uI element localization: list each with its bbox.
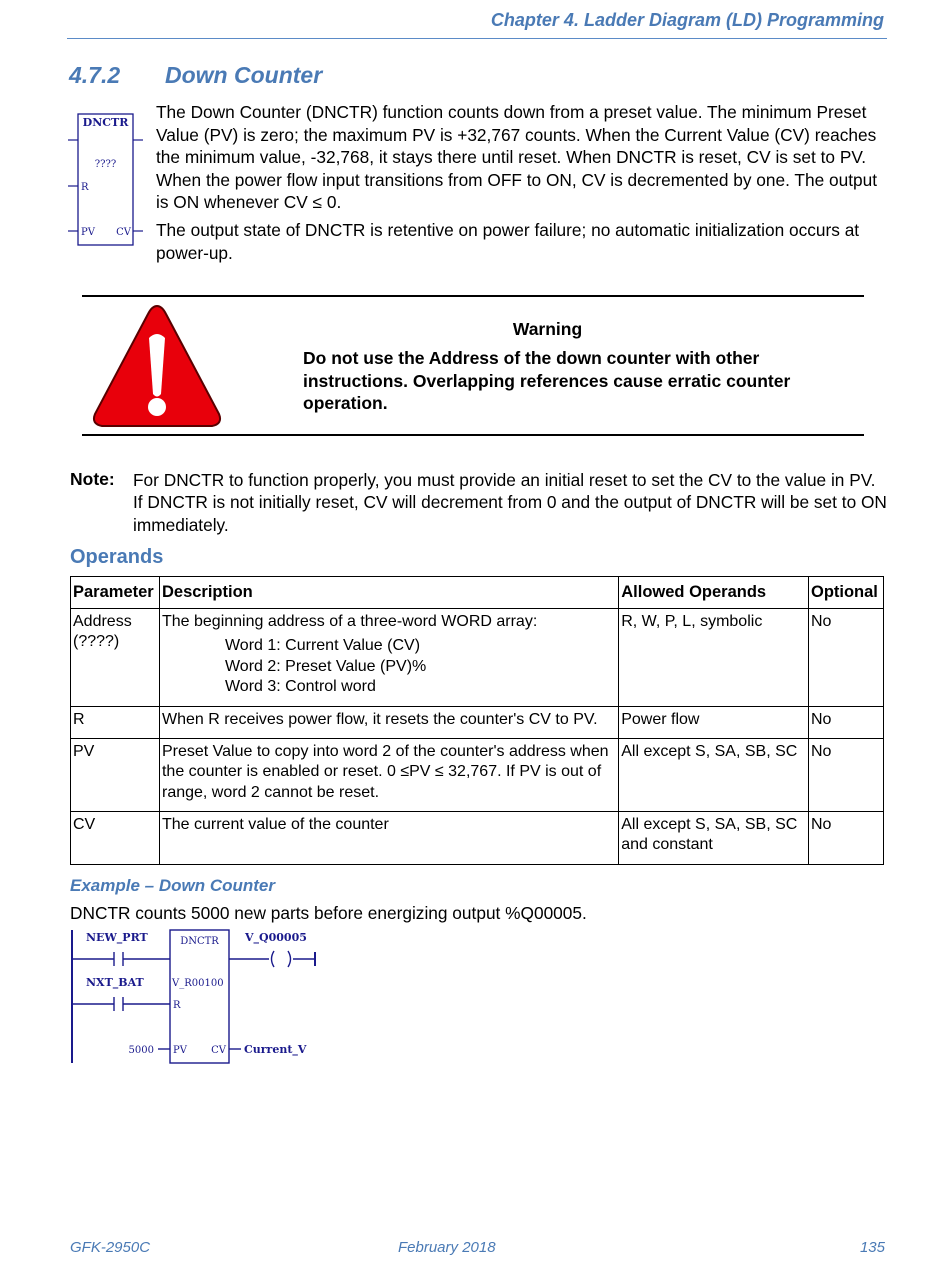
contact-nxt-bat-label: NXT_BAT bbox=[86, 976, 144, 989]
section-title: Down Counter bbox=[165, 62, 323, 88]
warning-top-rule bbox=[82, 295, 864, 297]
ladder-block-r: R bbox=[173, 1000, 181, 1011]
coil-label: V_Q00005 bbox=[245, 931, 307, 944]
pv-value: 5000 bbox=[128, 1045, 154, 1056]
description-cell: The current value of the counter bbox=[159, 811, 618, 864]
description-text: The beginning address of a three-word WORD array: bbox=[161, 612, 538, 630]
footer-date: February 2018 bbox=[398, 1239, 496, 1256]
block-input-r: R bbox=[81, 182, 89, 193]
optional-cell: No bbox=[808, 608, 883, 706]
ladder-block-address: V_R00100 bbox=[172, 978, 224, 989]
warning-triangle-icon bbox=[90, 302, 224, 430]
description-cell: Preset Value to copy into word 2 of the counter's address when the counter is enabled or reset. 0 ≤PV ≤ 32,767. If PV is out of range, word 2 cannot be reset. bbox=[159, 738, 618, 811]
intro-paragraph-2: The output state of DNCTR is retentive on power failure; no automatic initialization occurs at power-up. bbox=[156, 220, 860, 263]
section-number: 4.7.2 bbox=[69, 62, 121, 88]
allowed-cell: R, W, P, L, symbolic bbox=[619, 608, 809, 706]
note-label: Note: bbox=[70, 469, 115, 489]
table-row bbox=[71, 608, 884, 706]
example-text: DNCTR counts 5000 new parts before energizing output %Q00005. bbox=[70, 903, 587, 923]
chapter-header: Chapter 4. Ladder Diagram (LD) Programming bbox=[490, 10, 884, 30]
ladder-block-pv: PV bbox=[173, 1045, 187, 1056]
allowed-cell: Power flow bbox=[619, 706, 809, 738]
block-input-pv: PV bbox=[81, 227, 95, 238]
note-text: For DNCTR to function properly, you must provide an initial reset to set the CV to the value in PV. If DNCTR is not initially reset, CV will decrement from 0 and the output of DNCTR will be set to ON immediately. bbox=[133, 470, 887, 535]
parameter-cell: PV bbox=[71, 738, 160, 811]
example-title: Example – Down Counter bbox=[70, 876, 275, 895]
operands-heading: Operands bbox=[70, 546, 164, 568]
column-header: Description bbox=[159, 577, 618, 609]
parameter-cell: CV bbox=[71, 811, 160, 864]
contact-new-prt-label: NEW_PRT bbox=[86, 931, 148, 944]
footer-doc-id: GFK-2950C bbox=[70, 1239, 151, 1256]
allowed-cell: All except S, SA, SB, SC and constant bbox=[619, 811, 809, 864]
table-row bbox=[71, 706, 884, 738]
table-row bbox=[71, 811, 884, 864]
block-address: ???? bbox=[94, 159, 117, 170]
header-rule bbox=[67, 38, 887, 39]
column-header: Optional bbox=[808, 577, 883, 609]
ladder-diagram bbox=[66, 928, 326, 1068]
dnctr-block-symbol bbox=[68, 110, 148, 250]
table-row bbox=[71, 738, 884, 811]
word-3: Word 3: Control word bbox=[224, 678, 376, 695]
table-header-row bbox=[71, 577, 884, 609]
cv-variable: Current_V bbox=[244, 1043, 307, 1056]
word-1: Word 1: Current Value (CV) bbox=[224, 637, 421, 654]
parameter-cell: Address (????) bbox=[71, 608, 160, 706]
block-output-cv: CV bbox=[116, 227, 131, 238]
operands-table bbox=[70, 576, 884, 865]
warning-bottom-rule bbox=[82, 434, 864, 436]
description-cell bbox=[159, 608, 618, 706]
warning-text: Do not use the Address of the down counter with other instructions. Overlapping references cause erratic counter operation. bbox=[303, 348, 791, 414]
block-name: DNCTR bbox=[82, 116, 129, 129]
word-2: Word 2: Preset Value (PV)% bbox=[224, 657, 427, 675]
ladder-block-cv: CV bbox=[211, 1045, 226, 1056]
optional-cell: No bbox=[808, 811, 883, 864]
ladder-block-name: DNCTR bbox=[180, 936, 219, 947]
column-header: Allowed Operands bbox=[619, 577, 809, 609]
intro-paragraph-1: The Down Counter (DNCTR) function counts down from a preset value. The minimum Preset Value (PV) is zero; the maximum PV is +32,767 counts. When the Current Value (CV) reaches the minimum value, -32,768, it stays there until reset. When DNCTR is reset, CV is set to PV. When the power flow input transitions from OFF to ON, CV is decremented by one. The output is ON whenever CV ≤ 0. bbox=[156, 102, 878, 213]
parameter-cell: R bbox=[71, 706, 160, 738]
allowed-cell: All except S, SA, SB, SC bbox=[619, 738, 809, 811]
optional-cell: No bbox=[808, 706, 883, 738]
description-cell: When R receives power flow, it resets the counter's CV to PV. bbox=[159, 706, 618, 738]
warning-title: Warning bbox=[512, 319, 583, 339]
footer-page-number: 135 bbox=[859, 1239, 885, 1256]
optional-cell: No bbox=[808, 738, 883, 811]
column-header: Parameter bbox=[71, 577, 160, 609]
